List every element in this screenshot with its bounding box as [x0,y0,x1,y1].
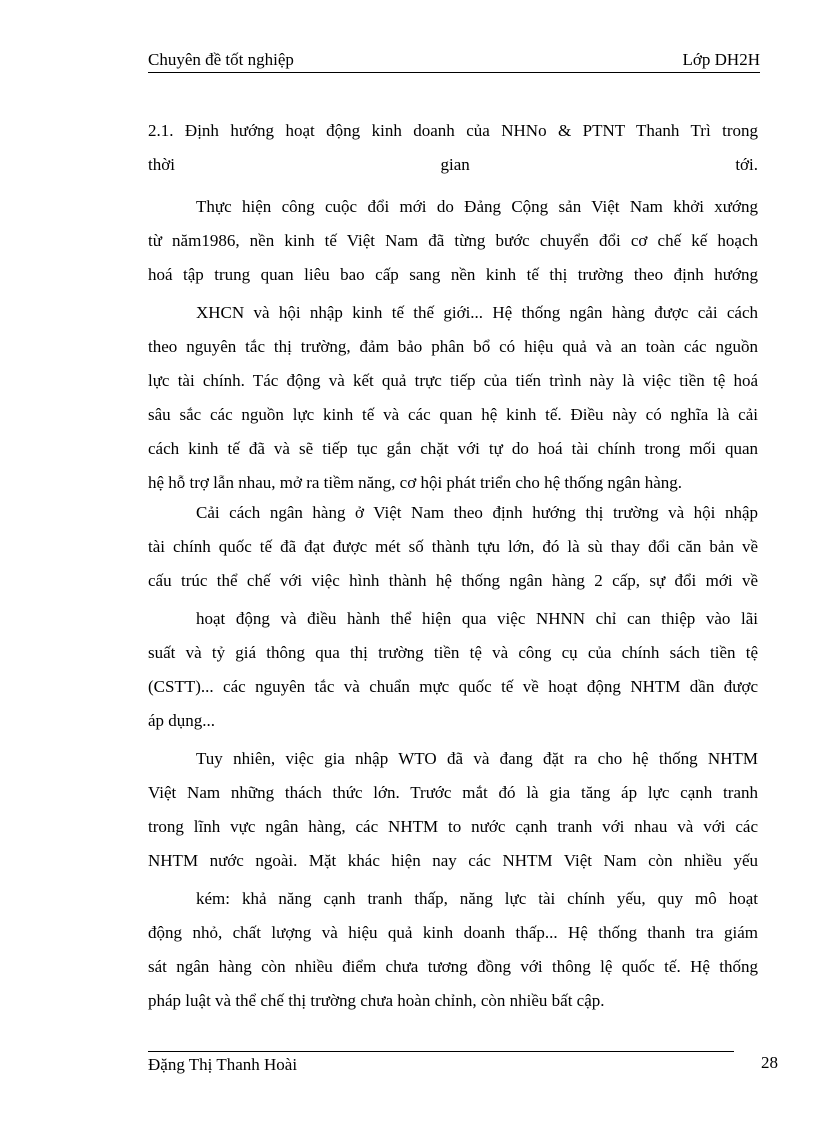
paragraph-line: XHCN và hội nhập kinh tế thế giới... Hệ thống ngân hàng được cải cách [196,303,758,322]
paragraph-line: từ năm1986, nền kinh tế Việt Nam đã từng bước chuyển đổi cơ chế kế hoạch [148,231,758,250]
paragraph-line: Cải cách ngân hàng ở Việt Nam theo định hướng thị trường và hội nhập [196,503,758,522]
paragraph-line: cấu trúc thể chế với việc hình thành hệ thống ngân hàng 2 cấp, sự đổi mới về [148,571,758,590]
paragraph-line: suất và tỷ giá thông qua thị trường tiền tệ và công cụ của chính sách tiền tệ [148,643,758,662]
paragraph-line: Việt Nam những thách thức lớn. Trước mắt đó là gia tăng áp lực cạnh tranh [148,783,758,802]
paragraph-line: Thực hiện công cuộc đổi mới do Đảng Cộng sản Việt Nam khởi xướng [196,197,758,216]
paragraph-line: pháp luật và thể chế thị trường chưa hoàn chỉnh, còn nhiều bất cập. [148,991,605,1010]
section-heading-line: 2.1. Định hướng hoạt động kinh doanh của NHNo & PTNT Thanh Trì trong [148,121,758,140]
page-header [148,48,760,73]
paragraph-line: hoá tập trung quan liêu bao cấp sang nền kinh tế thị trường theo định hướng [148,265,758,284]
paragraph-line: áp dụng... [148,711,216,730]
paragraph-line: sâu sắc các nguồn lực kinh tế và các quan hệ kinh tế. Điều này có nghĩa là cải [148,405,758,424]
paragraph-line: Tuy nhiên, việc gia nhập WTO đã và đang đặt ra cho hệ thống NHTM [196,749,758,768]
paragraph-line: động nhỏ, chất lượng và hiệu quả kinh doanh thấp... Hệ thống thanh tra giám [148,923,758,942]
section-heading-line: thời gian tới. [148,155,758,174]
paragraph-line: hệ hỗ trợ lẫn nhau, mở ra tiềm năng, cơ hội phát triển cho hệ thống ngân hàng. [148,473,682,492]
paragraph-line: trong lĩnh vực ngân hàng, các NHTM to nước cạnh tranh với nhau và với các [148,817,758,836]
footer-author: Đặng Thị Thanh Hoài [148,1055,298,1074]
paragraph-line: tài chính quốc tế đã đạt được mét số thành tựu lớn, đó là sù thay đổi căn bản về [148,537,758,556]
header-class-label: Lớp DH2H [682,50,760,69]
page-number: 28 [761,1053,778,1072]
paragraph-line: cách kinh tế đã và sẽ tiếp tục gắn chặt với tự do hoá tài chính trong mối quan [148,439,758,458]
paragraph-line: (CSTT)... các nguyên tắc và chuẩn mực quốc tế về hoạt động NHTM dần được [148,677,758,696]
paragraph-line: sát ngân hàng còn nhiều điểm chưa tương đồng với thông lệ quốc tế. Hệ thống [148,957,758,976]
paragraph-line: theo nguyên tắc thị trường, đảm bảo phân bổ có hiệu quả và an toàn các nguồn [148,337,758,356]
paragraph-line: hoạt động và điều hành thể hiện qua việc NHNN chỉ can thiệp vào lãi [196,609,758,628]
header-doc-title: Chuyên đề tốt nghiệp [148,50,294,69]
paragraph-line: NHTM nước ngoài. Mặt khác hiện nay các NHTM Việt Nam còn nhiều yếu [148,851,758,870]
paragraph-line: lực tài chính. Tác động và kết quả trực tiếp của tiến trình này là việc tiền tệ hoá [148,371,758,390]
footer-rule [148,1051,734,1052]
paragraph-line: kém: khả năng cạnh tranh thấp, năng lực tài chính yếu, quy mô hoạt [196,889,758,908]
